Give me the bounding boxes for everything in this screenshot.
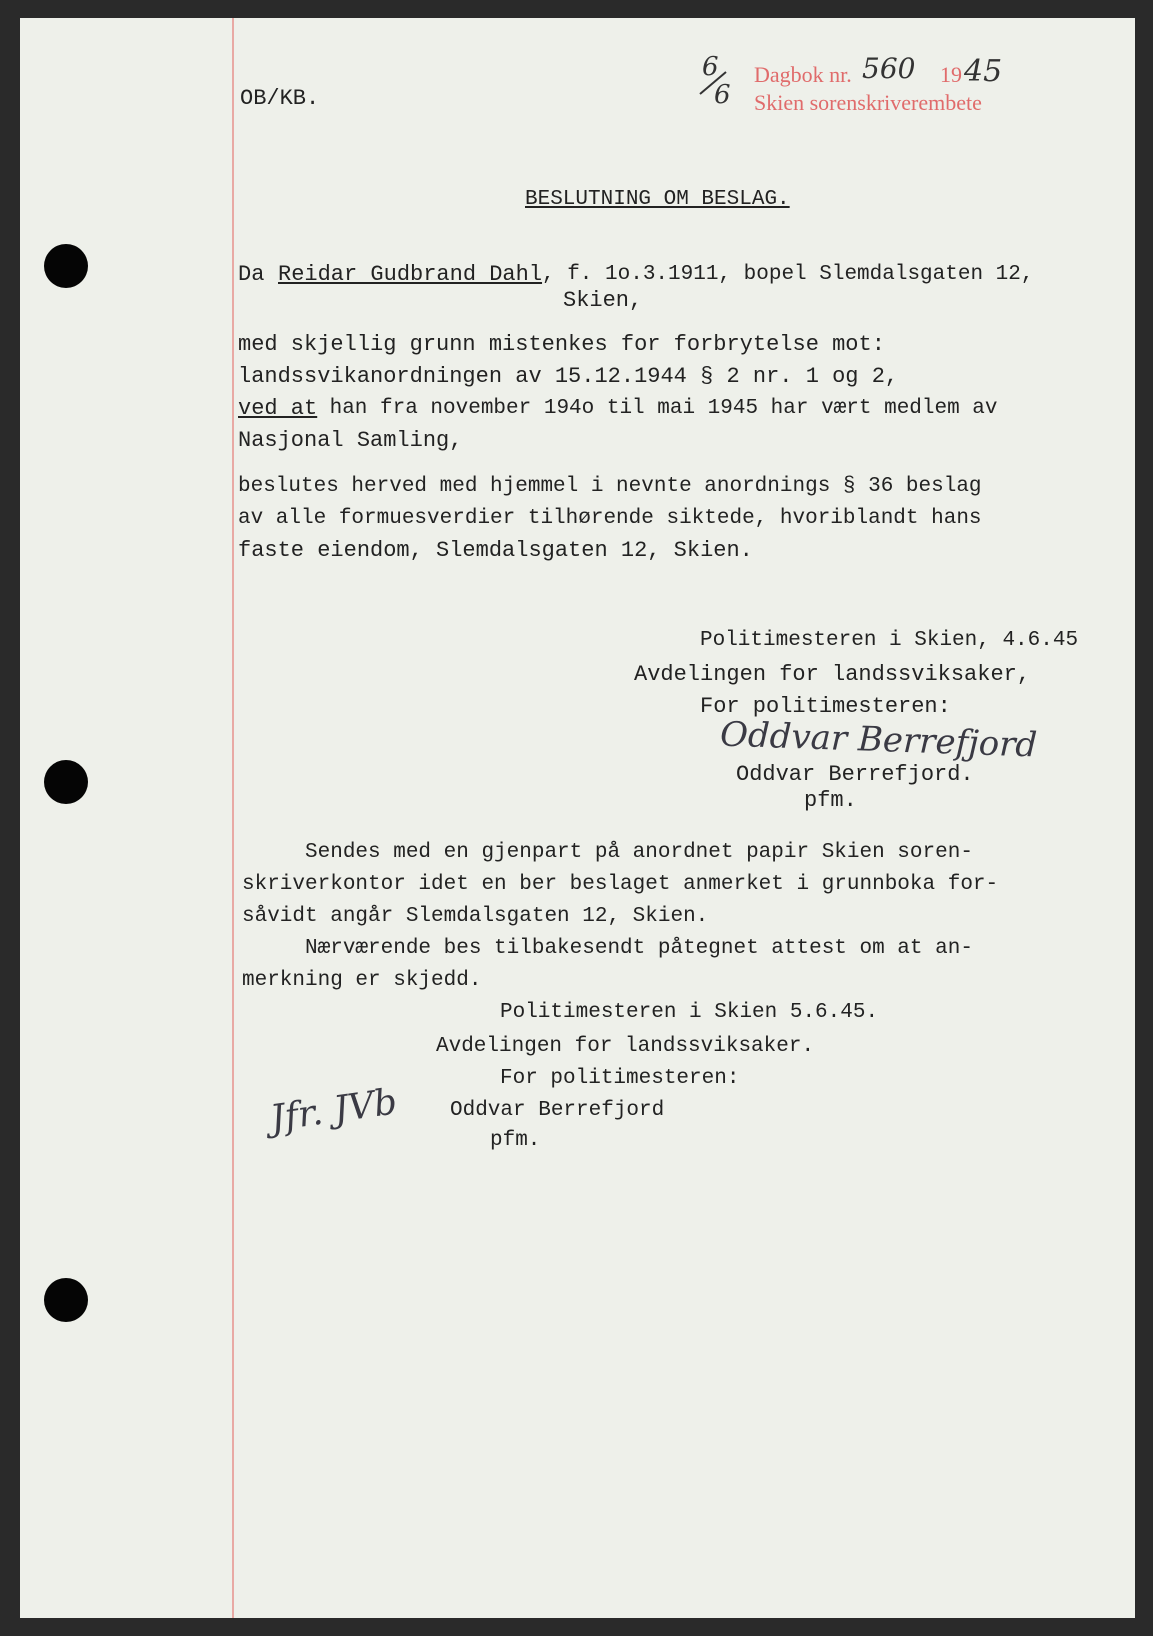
decision-line: faste eiendom, Slemdalsgaten 12, Skien.	[238, 538, 753, 563]
signature-on-behalf: For politimesteren:	[500, 1067, 740, 1090]
dagbok-number: 560	[862, 52, 916, 85]
forwarding-line: merkning er skjedd.	[242, 969, 482, 992]
dagbok-label: Dagbok nr.	[754, 62, 852, 87]
punch-hole	[44, 760, 88, 804]
year-suffix: 45	[964, 54, 1003, 89]
handwritten-initials: Jfr. JVb	[267, 1081, 400, 1140]
document-heading: BESLUTNING OM BESLAG.	[525, 188, 790, 211]
basis-lead: ved at	[238, 396, 318, 421]
office-name: Skien sorenskriverembete	[754, 90, 982, 115]
forwarding-line: skriverkontor idet en ber beslaget anmerket i grunnboka for-	[242, 873, 999, 896]
intro-da: Da	[238, 262, 265, 287]
punch-hole	[44, 1278, 88, 1322]
basis-line: han fra november 194o til mai 1945 har vært medlem av	[317, 397, 998, 420]
handwritten-signature: Oddvar Berrefjord	[719, 714, 1038, 766]
forwarding-line: Nærværende bes tilbakesendt påtegnet attest om at an-	[242, 937, 973, 960]
reference-code: OB/KB.	[240, 86, 320, 111]
decision-line: av alle formuesverdier tilhørende siktede, hvoriblandt hans	[238, 507, 982, 530]
signatory-title: pfm.	[804, 788, 857, 813]
signatory-name: Oddvar Berrefjord	[450, 1099, 665, 1122]
suspicion-line: landssvikanordningen av 15.12.1944 § 2 nr. 1 og 2,	[238, 364, 899, 389]
suspect-name: Reidar Gudbrand Dahl	[278, 262, 543, 287]
forwarding-line: såvidt angår Slemdalsgaten 12, Skien.	[242, 905, 709, 928]
date-month: 6	[714, 80, 731, 110]
date-day: 6	[702, 52, 719, 82]
signature-on-behalf: For politimesteren:	[700, 694, 951, 719]
document-page	[20, 18, 1135, 1618]
signature-department: Avdelingen for landssviksaker,	[634, 662, 1031, 687]
signature-department: Avdelingen for landssviksaker.	[436, 1035, 815, 1058]
basis-line: Nasjonal Samling,	[238, 428, 463, 453]
punch-hole	[44, 244, 88, 288]
margin-rule	[232, 18, 234, 1618]
signatory-title: pfm.	[490, 1129, 541, 1152]
signature-place-date: Politimesteren i Skien, 4.6.45	[700, 629, 1079, 652]
intro-details: , f. 1o.3.1911, bopel Slemdalsgaten 12,	[542, 263, 1034, 286]
signatory-name: Oddvar Berrefjord.	[736, 762, 974, 787]
decision-line: beslutes herved med hjemmel i nevnte anordnings § 36 beslag	[238, 475, 982, 498]
signature-place-date: Politimesteren i Skien 5.6.45.	[500, 1001, 879, 1024]
intro-city: Skien,	[563, 288, 643, 313]
suspicion-line: med skjellig grunn mistenkes for forbrytelse mot:	[238, 332, 885, 357]
year-prefix: 19	[940, 62, 962, 87]
forwarding-line: Sendes med en gjenpart på anordnet papir Skien soren-	[242, 841, 973, 864]
